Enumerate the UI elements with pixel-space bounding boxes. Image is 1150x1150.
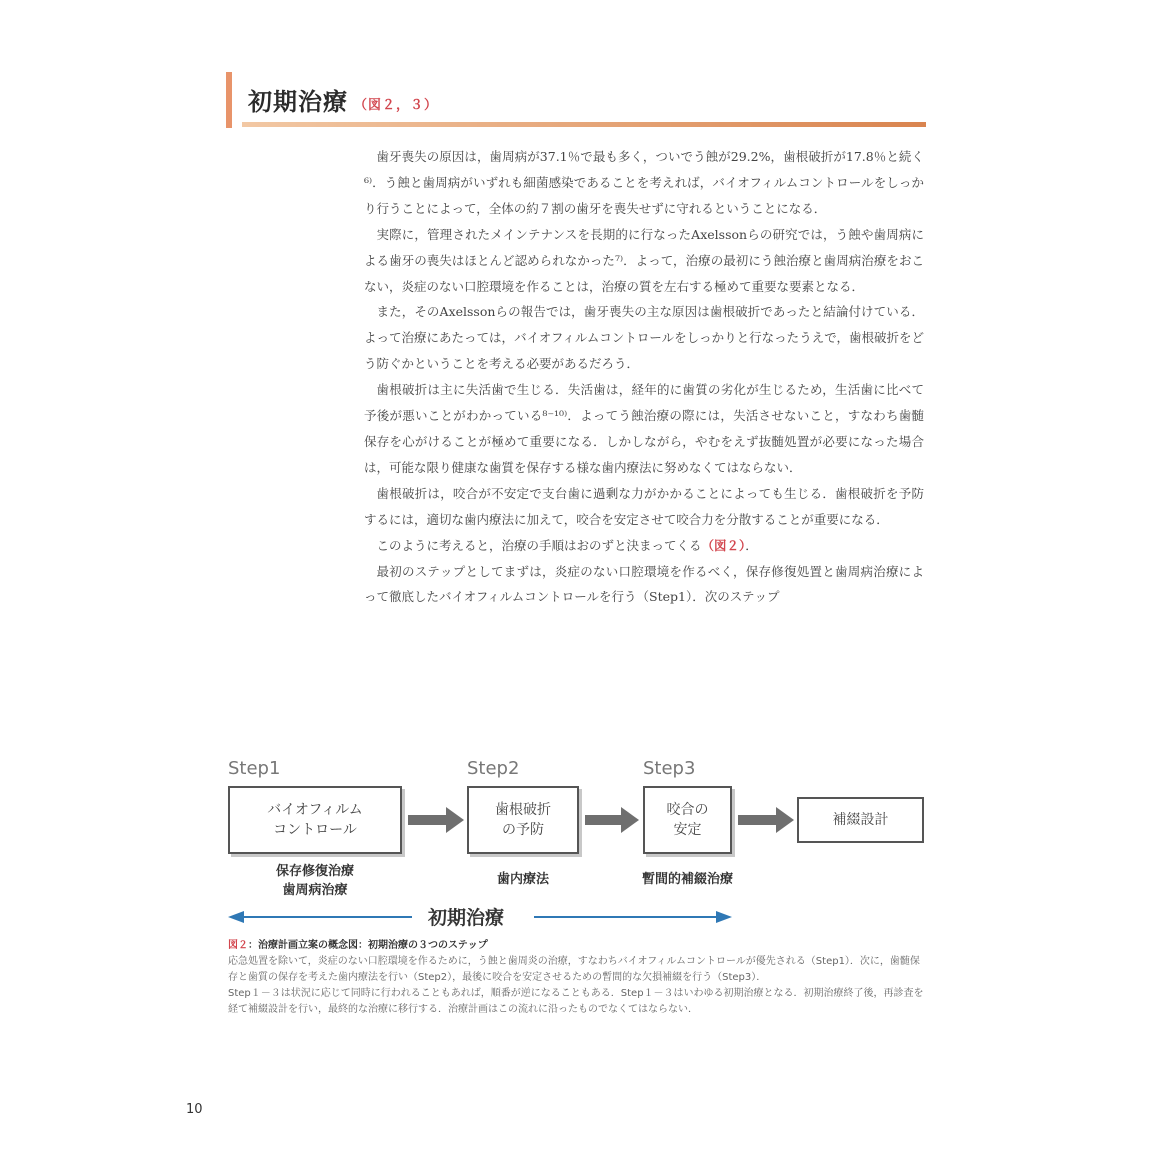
arrow-right-icon: [585, 807, 639, 833]
paragraph-text: このように考えると，治療の手順はおのずと決まってくる: [376, 537, 702, 553]
initial-treatment-phase-label: 初期治療: [428, 907, 505, 929]
arrow-right-icon: [738, 807, 794, 833]
paragraph: 歯牙喪失の原因は，歯周病が37.1％で最も多く，ついでう蝕が29.2%，歯根破折が17.8％と続く⁶⁾．う蝕と歯周病がいずれも細菌感染であることを考えれば，バイオフィルムコントロールをしっかり行うことによって，全体の約７割の歯牙を喪失せずに守れるということになる．: [364, 149, 924, 216]
heading-figure-ref: （図２，３）: [354, 97, 439, 113]
step3-box: 咬合の 安定: [643, 786, 732, 854]
heading-title-text: 初期治療: [248, 88, 348, 116]
paragraph: 実際に，管理されたメインテナンスを長期的に行なったAxelssonらの研究では，う蝕や歯周病による歯牙の喪失はほとんど認められなかった⁷⁾．よって，治療の最初にう蝕治療と歯周病治療をおこない，炎症のない口腔環境を作ることは，治療の質を左右する極めて重要な要素となる．: [364, 226, 924, 294]
caption-title: ：治療計画立案の概念図：初期治療の３つのステップ: [248, 940, 488, 951]
caption-line: Step１－３は状況に応じて同時に行われることもあれば，順番が逆になることもある．Step１－３はいわゆる初期治療となる．初期治療終了後，再診査を経て補綴設計を行い，最終的な治療に移行する．治療計画はこの流れに沿ったものでなくてはならない．: [228, 988, 924, 1015]
step1-box: バイオフィルム コントロール: [228, 786, 402, 854]
paragraph: 歯根破折は主に失活歯で生じる．失活歯は，経年的に歯質の劣化が生じるため，生活歯に比べて予後が悪いことがわかっている⁸⁻¹⁰⁾．よってう蝕治療の際には，失活させないこと，すなわち歯髄保存を心がけることが極めて重要になる．しかしながら，やむをえず抜髄処置が必要になった場合は，可能な限り健康な歯質を保存する様な歯内療法に努めなくてはならない．: [364, 382, 924, 475]
figure-ref-link: （図２）: [701, 537, 746, 553]
paragraph-end: ．: [745, 537, 758, 553]
figure-caption: [228, 938, 924, 1018]
step2-label: Step2: [467, 758, 520, 779]
step2-treatments: 歯内療法: [496, 872, 549, 887]
step3-treatments: 暫間的補綴治療: [641, 872, 733, 887]
prosthetic-design-box: 補綴設計: [797, 797, 924, 843]
page-number: 10: [186, 1102, 203, 1117]
step3-label: Step3: [643, 758, 696, 779]
caption-line: 応急処置を除いて，炎症のない口腔環境を作るために，う蝕と歯周炎の治療，すなわちバイオフィルムコントロールが優先される（Step1）．次に，歯髄保存と歯質の保存を考えた歯内療法を行い（Step2），最後に咬合を安定させるための暫間的な欠損補綴を行う（Step3）．: [228, 956, 920, 983]
paragraph: 最初のステップとしてまずは，炎症のない口腔環境を作るべく，保存修復処置と歯周病治療によって徹底したバイオフィルムコントロールを行う（Step1）．次のステップ: [364, 563, 924, 605]
step2-box: 歯根破折 の予防: [467, 786, 579, 854]
arrow-right-icon: [408, 807, 464, 833]
paragraph: 歯根破折は，咬合が不安定で支台歯に過剰な力がかかることによっても生じる．歯根破折を予防するには，適切な歯内療法に加えて，咬合を安定させて咬合力を分散することが重要になる．: [364, 485, 924, 527]
caption-heading: [228, 938, 924, 954]
gray-arrows: [408, 807, 794, 833]
step1-label: Step1: [228, 758, 281, 779]
caption-figure-number: 図２: [228, 940, 248, 951]
paragraph: また，そのAxelssonらの報告では，歯牙喪失の主な原因は歯根破折であったと結論付けている．よって治療にあたっては，バイオフィルムコントロールをしっかりと行なったうえで，歯根破折をどう防ぐかということを考える必要があるだろう．: [364, 304, 924, 372]
step1-treatments: 保存修復治療 歯周病治療: [275, 864, 354, 898]
